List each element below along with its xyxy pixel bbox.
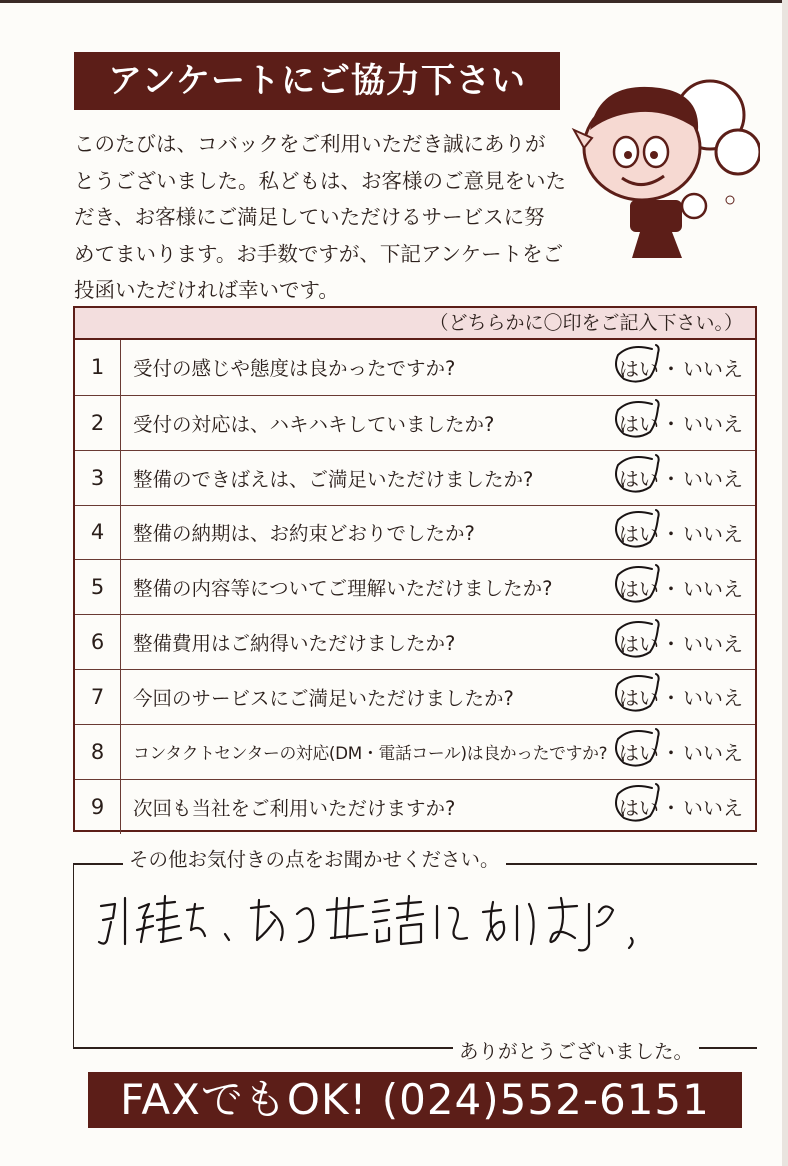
question-list	[75, 340, 755, 834]
option-no[interactable]: いいえ	[683, 356, 743, 381]
hand-drawn-circle-mark	[612, 727, 668, 769]
handwritten-comment	[91, 890, 731, 960]
option-separator: ・	[661, 356, 681, 381]
option-yes-label: はい	[619, 467, 659, 492]
question-text: 整備の納期は、お約束どおりでしたか?	[133, 522, 475, 546]
question-text: 受付の対応は、ハキハキしていましたか?	[133, 412, 495, 436]
question-number: 8	[75, 725, 121, 779]
answer-options[interactable]	[619, 615, 743, 669]
right-edge-shadow	[782, 0, 788, 1166]
question-text: 整備費用はご納得いただけましたか?	[133, 632, 456, 656]
survey-row	[75, 395, 755, 450]
thanks-label: ありがとうございました。	[453, 1038, 699, 1066]
survey-table	[73, 306, 757, 832]
hand-drawn-circle-mark	[612, 453, 668, 495]
hand-drawn-circle-mark	[612, 563, 668, 605]
option-no[interactable]: いいえ	[683, 796, 743, 821]
option-yes-label: はい	[619, 631, 659, 656]
option-yes[interactable]	[619, 682, 659, 711]
question-text: 受付の感じや態度は良かったですか?	[133, 357, 456, 381]
question-number: 1	[75, 340, 121, 395]
question-number: 9	[75, 780, 121, 834]
answer-options[interactable]	[619, 780, 743, 834]
option-separator: ・	[661, 796, 681, 821]
survey-row	[75, 340, 755, 395]
question-text: 次回も当社をご利用いただけますか?	[133, 796, 456, 820]
hand-drawn-circle-mark	[612, 618, 668, 660]
top-edge-line	[0, 0, 788, 3]
answer-options[interactable]	[619, 396, 743, 450]
option-no[interactable]: いいえ	[683, 741, 743, 766]
option-no[interactable]: いいえ	[683, 521, 743, 546]
survey-row	[75, 450, 755, 505]
option-yes[interactable]	[619, 463, 659, 492]
survey-instruction: （どちらかに〇印をご記入下さい。）	[75, 308, 755, 340]
survey-row	[75, 614, 755, 669]
option-separator: ・	[661, 412, 681, 437]
option-yes-label: はい	[619, 741, 659, 766]
answer-options[interactable]	[619, 725, 743, 779]
option-yes[interactable]	[619, 518, 659, 547]
answer-options[interactable]	[619, 506, 743, 560]
question-number: 5	[75, 560, 121, 614]
survey-row	[75, 559, 755, 614]
survey-row	[75, 669, 755, 724]
hand-drawn-circle-mark	[612, 343, 668, 385]
answer-options[interactable]	[619, 451, 743, 505]
option-yes[interactable]	[619, 353, 659, 382]
option-yes-label: はい	[619, 412, 659, 437]
mascot-illustration	[570, 60, 760, 260]
question-number: 3	[75, 451, 121, 505]
survey-row	[75, 724, 755, 779]
hand-drawn-circle-mark	[612, 398, 668, 440]
option-separator: ・	[661, 467, 681, 492]
hand-drawn-circle-mark	[612, 672, 668, 714]
option-no[interactable]: いいえ	[683, 467, 743, 492]
answer-options[interactable]	[619, 340, 743, 395]
option-no[interactable]: いいえ	[683, 576, 743, 601]
question-text: 整備の内容等についてご理解いただけましたか?	[133, 577, 553, 601]
option-separator: ・	[661, 686, 681, 711]
comments-label: その他お気付きの点をお聞かせください。	[123, 846, 506, 874]
option-yes[interactable]	[619, 573, 659, 602]
option-no[interactable]: いいえ	[683, 631, 743, 656]
option-yes-label: はい	[619, 576, 659, 601]
hand-drawn-circle-mark	[612, 508, 668, 550]
intro-text: このたびは、コバックをご利用いただき誠にありが とうございました。私どもは、お客様のご意見をいた だき、お客様にご満足していただけるサービスに努 めてまいります。お手数ですが、下記アンケートをご 投函いただければ幸いです。	[74, 132, 566, 302]
option-yes-label: はい	[619, 796, 659, 821]
option-yes-label: はい	[619, 356, 659, 381]
question-number: 7	[75, 670, 121, 724]
option-yes[interactable]	[619, 628, 659, 657]
option-yes-label: はい	[619, 521, 659, 546]
fax-banner: FAXでもOK! (024)552-6151	[88, 1072, 742, 1128]
hand-drawn-circle-mark	[612, 782, 668, 824]
option-yes-label: はい	[619, 686, 659, 711]
option-no[interactable]: いいえ	[683, 412, 743, 437]
option-yes[interactable]	[619, 737, 659, 766]
answer-options[interactable]	[619, 560, 743, 614]
question-number: 4	[75, 506, 121, 560]
survey-row	[75, 505, 755, 560]
option-yes[interactable]	[619, 792, 659, 821]
option-separator: ・	[661, 741, 681, 766]
question-number: 2	[75, 396, 121, 450]
comments-box	[73, 848, 757, 1063]
question-text: 今回のサービスにご満足いただけましたか?	[133, 686, 514, 710]
answer-options[interactable]	[619, 670, 743, 724]
title-banner: アンケートにご協力下さい	[74, 52, 560, 110]
option-no[interactable]: いいえ	[683, 686, 743, 711]
survey-row	[75, 779, 755, 834]
option-separator: ・	[661, 521, 681, 546]
question-text: コンタクトセンターの対応(DM・電話コール)は良かったですか?	[133, 742, 608, 763]
option-yes[interactable]	[619, 408, 659, 437]
question-text: 整備のできばえは、ご満足いただけましたか?	[133, 467, 534, 491]
option-separator: ・	[661, 631, 681, 656]
option-separator: ・	[661, 576, 681, 601]
question-number: 6	[75, 615, 121, 669]
